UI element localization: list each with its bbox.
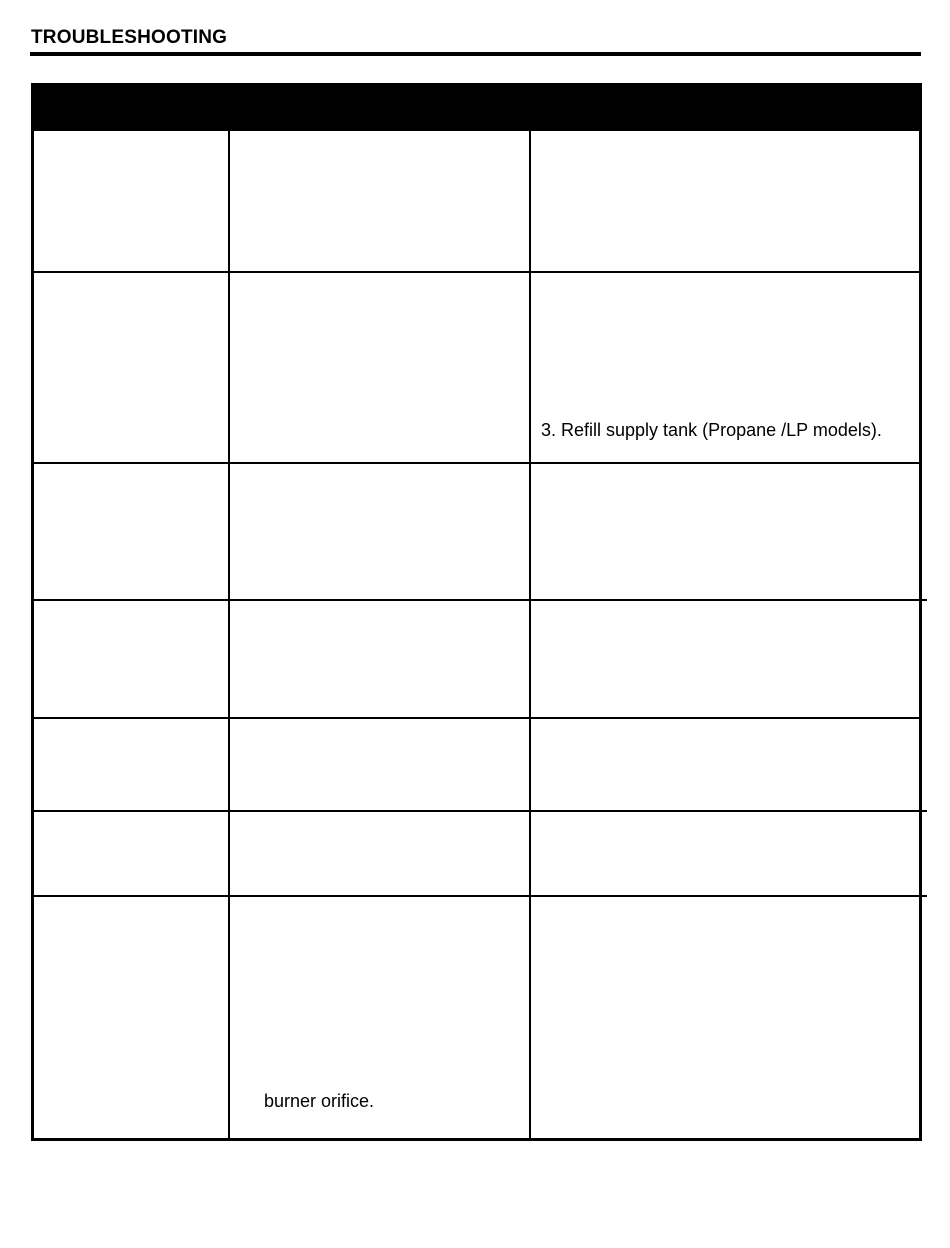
row-divider	[34, 599, 927, 601]
row-divider	[34, 717, 922, 719]
row-divider	[34, 895, 927, 897]
table-cell-cause: burner orifice.	[264, 1091, 375, 1111]
page-title: TROUBLESHOOTING	[31, 27, 228, 48]
row-divider	[34, 462, 922, 464]
row-divider	[34, 810, 927, 812]
troubleshooting-table	[31, 83, 922, 1141]
table-header-bar	[31, 83, 922, 131]
title-divider	[30, 52, 921, 56]
column-divider	[529, 131, 531, 1138]
row-divider	[34, 271, 922, 273]
column-divider	[228, 131, 230, 1138]
table-cell-solution: 3. Refill supply tank (Propane /LP models).	[541, 420, 882, 440]
